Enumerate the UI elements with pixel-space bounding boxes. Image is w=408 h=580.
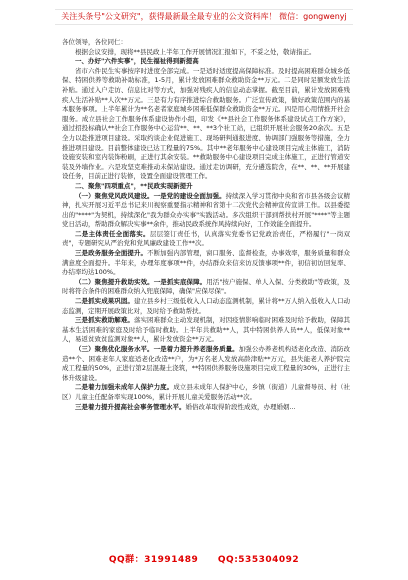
paragraph-bold-lead: 二是抓实成果巩固。 — [75, 297, 134, 306]
paragraph — [62, 182, 350, 192]
paragraph — [62, 48, 350, 58]
paragraph — [62, 192, 350, 230]
footer-qq: QQ:535304092 — [217, 555, 300, 565]
paragraph — [62, 67, 350, 182]
footer-qq-group: QQ群：31991489 — [108, 555, 199, 565]
paragraph-text: 持续深入学习贯彻中央和省市县各级会议精神，扎实开展习近平总书记来川视察重要指示精神和省第十二次党代会精神宣传宣讲工作。以县委提出的"****"为契机，持续深化"我为群众办实事"实践活动。多次组织干部到帮扶村开展"****"等主题党日活动，帮助群众解决实事**余件，推动民政系统作风持续向好，工作效能全面提升。 — [62, 191, 351, 229]
paragraph-bold-lead: 二、聚焦"四项重点"，**民政实现新提升 — [75, 181, 193, 190]
paragraph-text: 建立县乡村三级低收入人口动态监测机制，累计将**万人纳入低收入人口动态监测，定期开展政策比对，及时给予救助帮扶。 — [62, 297, 351, 315]
paragraph-bold-lead: 二是主体责任全面落实。 — [75, 229, 150, 238]
paragraph — [62, 57, 350, 67]
paragraph-text: 成立县未成年人保护中心，乡镇（街道）儿童督导员、村（社区）儿童主任配备率实现100%，累计开展儿童关爱服务活动**次。 — [62, 383, 351, 401]
paragraph — [62, 403, 350, 413]
paragraph — [62, 38, 350, 48]
paragraph-text: 各位领导，各位同仁： — [62, 38, 127, 46]
paragraph-bold-lead: 三是抓实救助解难。 — [75, 316, 134, 325]
paragraph-text: 不断加强内部管理，窗口服务、监督检查，办事效率，服务质量和群众满意度全面提升。半年来，办理年度事项**件，办结群众来信来访反馈事项**件，初信初访回复率、办结率均达100%。 — [62, 249, 351, 277]
paragraph-bold-lead: 三是政务服务全面提升。 — [75, 249, 148, 258]
paragraph-text: 婚俗改革取得阶段性成效，办理婚姻... — [185, 402, 296, 411]
banner-text: 关注头条号"公文研究"，获得最新最全最专业的公文资料库！ 微信：gongwenyj — [55, 9, 353, 25]
paragraph — [62, 230, 350, 249]
paragraph-bold-lead: （二）聚焦提升救助实效。一是抓实底保障。 — [75, 277, 207, 286]
paragraph-bold-lead: 三是着力提升提高社会事务管理水平。 — [75, 402, 186, 411]
paragraph — [62, 297, 350, 316]
paragraph-text: 省市六件民生实事按序时进度全部完成。一是适时适度提高保障标准。及时提高困难群众城乡低保、特困供养等救助补助标准，1-5月，累计发放困难群众救助资金**万元。二是同时足额发放生活补贴。通过入户走访、信息比对等方式，加强对残疾人的信息动态掌握。截至目前，累计发放困难残疾人生活补贴**人次**万元。三是有力有序推进综合救助服务。广泛宣传政策，做好政策范围内的基本服务事项。上半年累计为**名老者家庭城乡困难低保群众救助资金**万元。四是用心用情推开社会服务。成立县社会工作服务体系建设协作小组，印发《**县社会工作服务体系建设试点工作方案》，通过招投标确认**社会工作服务中心运营**、**、**3个社工站，已组织开展社会服务20余次。五是全力以赴推进项目建设。采取约谈企业促进施工、现场研判通报进度、协调部门强服务等措施，全力推进项目建设。目前整体建设已达工程量的75%。其中**老年服务中心建设项目完成主体施工，消防设施安装和室内装饰粉刷，正进行其余安装。**救助服务中心建设项目完成主体施工，正进行管道安装及外墙作业。六是攻坚克难推动未保站建设。通过走访调研，充分遴选院舍，在**、**、**开展建设任务，目前正进行装修，设置全面建设管理工作。 — [62, 66, 350, 181]
paragraph — [62, 316, 350, 345]
paragraph — [62, 345, 350, 383]
top-banner — [0, 4, 408, 20]
paragraph-text: 落实困难群众主动发现机制，对因疫情影响临时困难及时给予救助，保障其基本生活困难的家庭及时给予临时救助。上半年共救助**人，其中特困供养人员**人，低保对象**人，易返贫致贫监测对象**人，累计发放资金**万元。 — [62, 316, 351, 344]
paragraph — [62, 249, 350, 278]
footer — [0, 552, 408, 565]
paragraph — [62, 383, 350, 402]
paragraph-bold-lead: 二是着力加强未成年人保护力度。 — [75, 383, 174, 392]
paragraph-bold-lead: （三）聚焦优化服务水平。一是着力提升养老服务质量。 — [75, 345, 239, 353]
paragraph-text: 加强公办养老机构适老化改造、消防改造**个、困难老年人家庭适老化改造**户，为*万名老人发放高龄津贴**万元，县失能老人养护院完成工程量的50%，正进行第2层混凝土浇筑，**特困供养服务设施项目完成工程量的30%，正进行主体升级建设。 — [62, 345, 351, 382]
paragraph-bold-lead: （一）聚焦党风政风建设。一是党的建设全面加强。 — [75, 191, 226, 200]
paragraph-text: 层层签订责任书，认真落实党委书记党政治责任，严格履行"一岗双责"，专题研究从严治党和党风廉政建设工作**次。 — [62, 229, 351, 248]
paragraph — [62, 278, 350, 297]
paragraph-text: 根据会议安排，现将**县民政上半年工作开展情况汇报如下，不妥之处，敬请指正。 — [75, 47, 316, 56]
paragraph-bold-lead: 一、办好"六件实事"，民生福祉得到新提高 — [75, 57, 199, 66]
paragraph-text: 用活"按户施保、单人入保、分类救助"等政策，及时将符合条件的困难群众纳入兜底保障，确保"应保尽保"。 — [62, 277, 351, 296]
document-body — [62, 38, 350, 412]
